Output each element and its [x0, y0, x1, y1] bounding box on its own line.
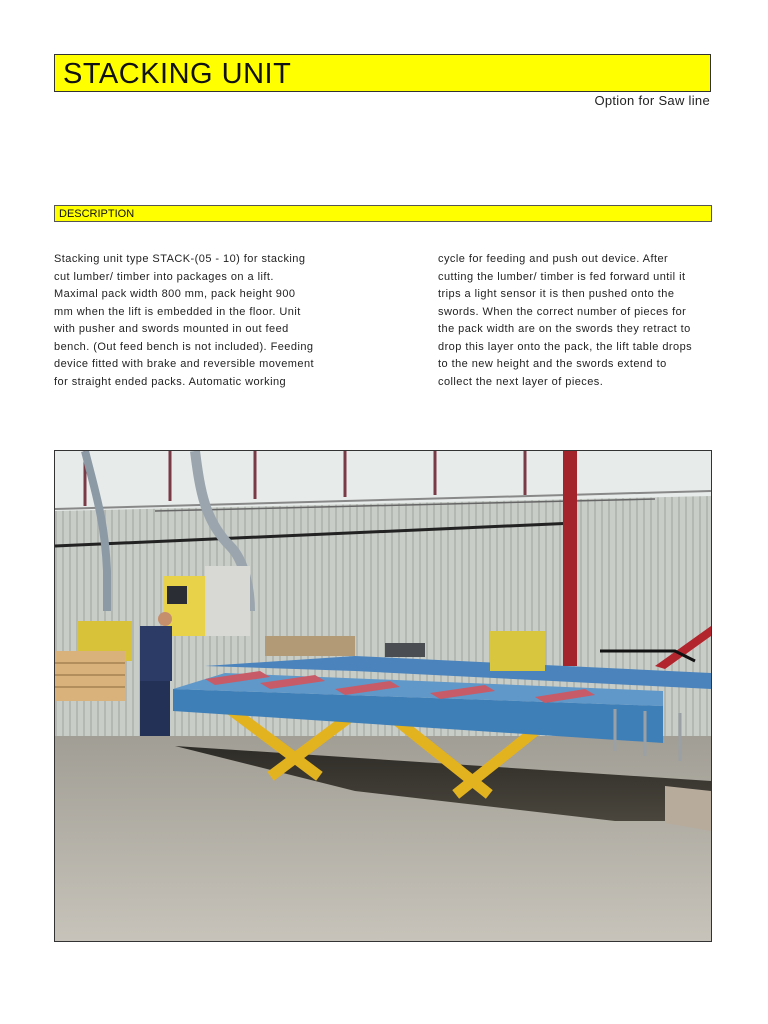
- description-line: trips a light sensor it is then pushed onto the: [438, 288, 675, 300]
- description-line: device fitted with brake and reversible movement: [54, 358, 315, 370]
- description-line: Maximal pack width 800 mm, pack height 900: [54, 288, 296, 300]
- description-line: to the new height and the swords extend to: [438, 358, 667, 370]
- description-line: Stacking unit type STACK-(05 - 10) for stacking: [54, 253, 306, 265]
- description-line: cycle for feeding and push out device. After: [438, 253, 669, 265]
- description-line: drop this layer onto the pack, the lift table drops: [438, 340, 693, 353]
- stacking-unit-photo: [54, 450, 712, 942]
- description-line: the pack width are on the swords they retract to: [438, 323, 691, 335]
- section-label: DESCRIPTION: [59, 208, 135, 220]
- title-bar: [54, 54, 711, 92]
- description-line: mm when the lift is embedded in the floor. Unit: [54, 305, 301, 318]
- description-line: cutting the lumber/ timber is fed forward until it: [438, 270, 686, 283]
- description-line: for straight ended packs. Automatic working: [54, 375, 287, 388]
- page-title: STACKING UNIT: [63, 58, 292, 90]
- description-line: bench. (Out feed bench is not included). Feeding: [54, 340, 314, 353]
- description-column-right: [438, 251, 718, 391]
- section-header: [54, 205, 712, 222]
- description-column-left: [54, 251, 344, 391]
- description-line: cut lumber/ timber into packages on a lift.: [54, 270, 274, 283]
- description-line: swords. When the correct number of pieces for: [438, 305, 687, 318]
- description-line: collect the next layer of pieces.: [438, 375, 604, 388]
- page-subtitle: Option for Saw line: [594, 93, 710, 108]
- description-line: with pusher and swords mounted in out feed: [54, 323, 289, 335]
